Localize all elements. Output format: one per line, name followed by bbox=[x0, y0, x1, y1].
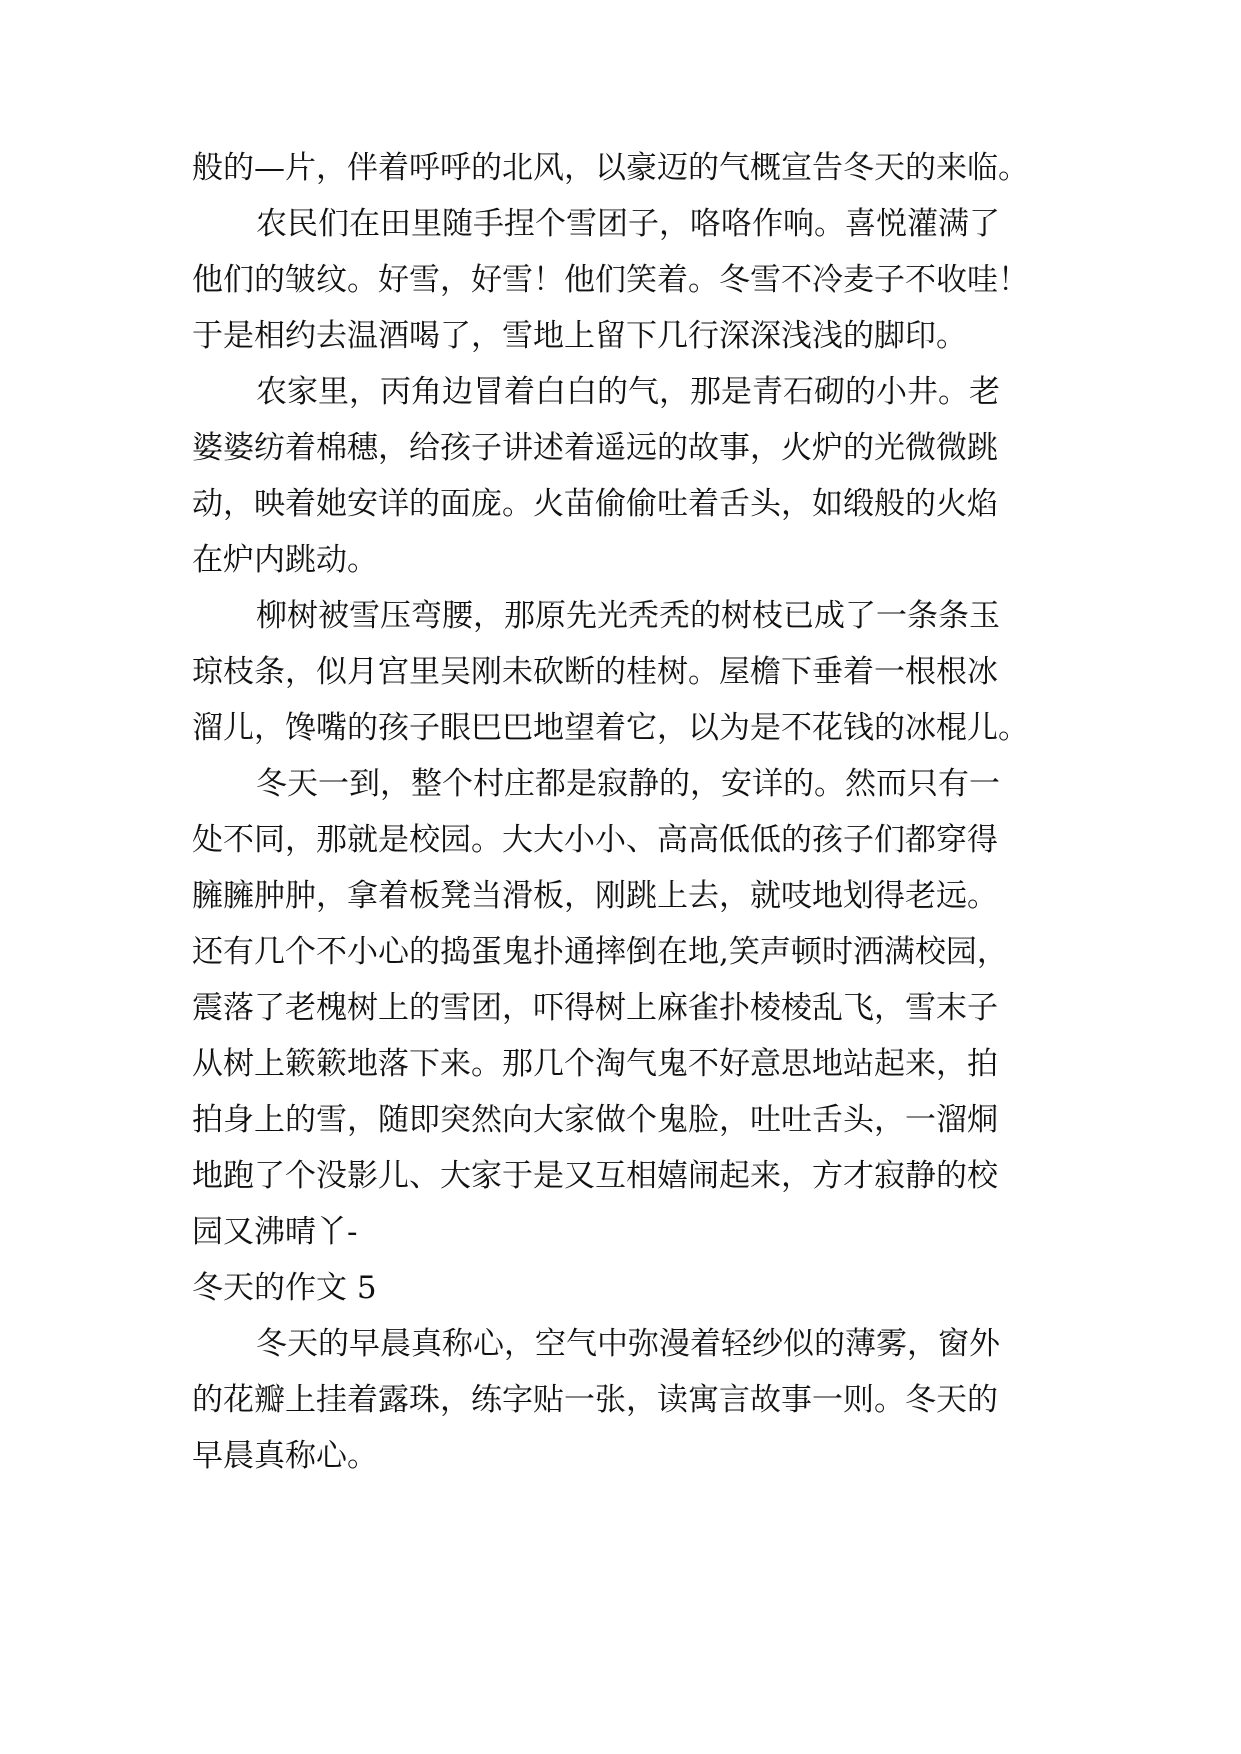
text-line: 般的—片，伴着呼呼的北风，以豪迈的气概宣告冬天的来临。 bbox=[192, 150, 1029, 186]
paragraph-farmhouse bbox=[192, 364, 1062, 588]
text-line: 琼枝条，似月宫里吴刚未砍断的桂树。屋檐下垂着一根根冰 bbox=[192, 654, 998, 690]
text-line: 园又沸晴丫- bbox=[192, 1214, 358, 1250]
text-line: 溜儿，馋嘴的孩子眼巴巴地望着它，以为是不花钱的冰棍儿。 bbox=[192, 710, 1029, 746]
paragraph-winter-arrival bbox=[192, 140, 1062, 196]
text-line: 冬天一到，整个村庄都是寂静的，安详的。然而只有一 bbox=[256, 766, 1000, 802]
text-line: 臃臃肿肿，拿着板凳当滑板，刚跳上去，就吱地划得老远。 bbox=[192, 878, 998, 914]
text-line: 拍身上的雪，随即突然向大家做个鬼脸，吐吐舌头，一溜烔 bbox=[192, 1102, 998, 1138]
text-line: 处不同，那就是校园。大大小小、高高低低的孩子们都穿得 bbox=[192, 822, 998, 858]
text-line: 早晨真称心。 bbox=[192, 1438, 378, 1474]
text-line: 在炉内跳动。 bbox=[192, 542, 378, 578]
paragraph-school bbox=[192, 756, 1062, 1260]
text-line: 农家里，丙角边冒着白白的气，那是青石砌的小井。老 bbox=[256, 374, 1000, 410]
paragraph-winter-morning bbox=[192, 1316, 1062, 1484]
document-page bbox=[192, 140, 1062, 1484]
text-line: 地跑了个没影儿、大家于是又互相嬉闹起来，方才寂静的校 bbox=[192, 1158, 998, 1194]
text-line: 农民们在田里随手捏个雪团子，咯咯作响。喜悦灌满了 bbox=[256, 206, 1000, 242]
text-line: 柳树被雪压弯腰，那原先光秃秃的树枝已成了一条条玉 bbox=[256, 598, 1000, 634]
paragraph-willow bbox=[192, 588, 1062, 756]
text-line: 于是相约去温酒喝了，雪地上留下几行深深浅浅的脚印。 bbox=[192, 318, 967, 354]
section-heading: 冬天的作文 5 bbox=[192, 1270, 377, 1306]
text-line: 婆婆纺着棉穗，给孩子讲述着遥远的故事，火炉的光微微跳 bbox=[192, 430, 998, 466]
text-line: 他们的皱纹。好雪，好雪！他们笑着。冬雪不冷麦子不收哇！ bbox=[192, 262, 1029, 298]
text-line: 冬天的早晨真称心，空气中弥漫着轻纱似的薄雾，窗外 bbox=[256, 1326, 1000, 1362]
paragraph-farmers bbox=[192, 196, 1062, 364]
text-line: 从树上簌簌地落下来。那几个淘气鬼不好意思地站起来，拍 bbox=[192, 1046, 998, 1082]
text-line: 震落了老槐树上的雪团，吓得树上麻雀扑棱棱乱飞，雪末子 bbox=[192, 990, 998, 1026]
text-line: 还有几个不小心的捣蛋鬼扑通摔倒在地,笑声顿时洒满校园， bbox=[192, 934, 1008, 970]
text-line: 动，映着她安详的面庞。火苗偷偷吐着舌头，如缎般的火焰 bbox=[192, 486, 998, 522]
text-line: 的花瓣上挂着露珠，练字贴一张，读寓言故事一则。冬天的 bbox=[192, 1382, 998, 1418]
